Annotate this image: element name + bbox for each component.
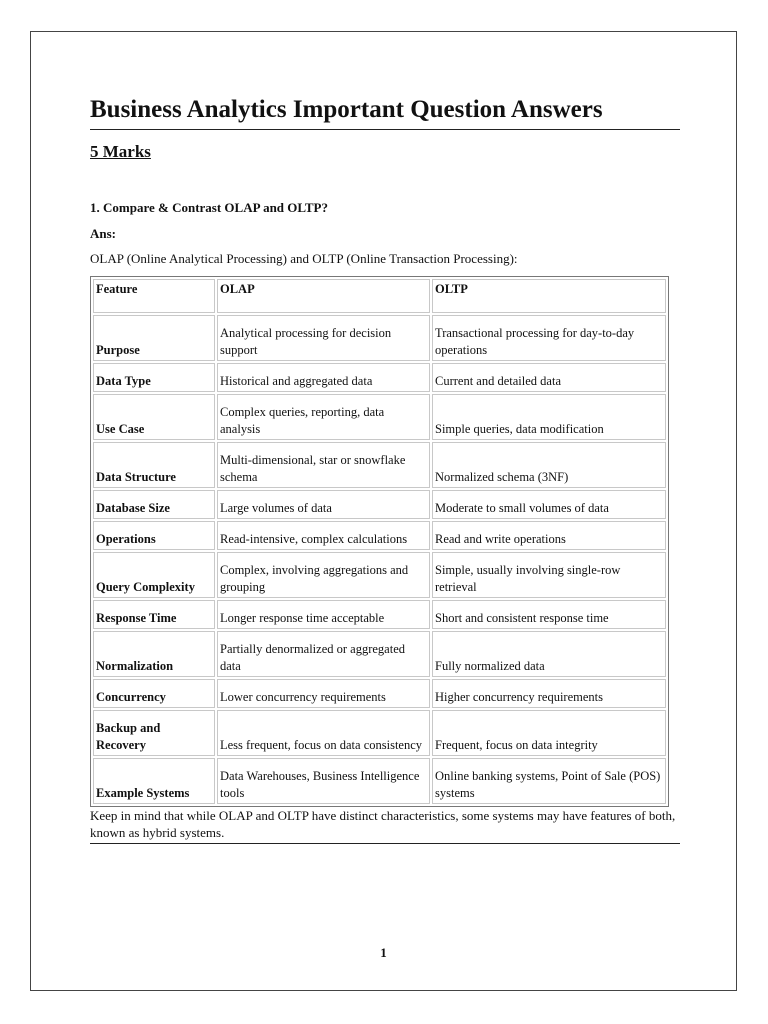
table-row: [93, 552, 666, 598]
cell-oltp: Online banking systems, Point of Sale (POS) systems: [432, 758, 666, 804]
table-row: [93, 315, 666, 361]
table-row: [93, 521, 666, 550]
cell-oltp: Short and consistent response time: [432, 600, 666, 629]
cell-feature: Purpose: [93, 315, 215, 361]
cell-olap: Longer response time acceptable: [217, 600, 430, 629]
table-row: [93, 363, 666, 392]
cell-feature: Example Systems: [93, 758, 215, 804]
page-number: 1: [380, 945, 387, 960]
table-row: [93, 710, 666, 756]
table-row: [93, 600, 666, 629]
cell-olap: Multi-dimensional, star or snowflake schema: [217, 442, 430, 488]
intro-text: OLAP (Online Analytical Processing) and OLTP (Online Transaction Processing):: [90, 251, 518, 266]
cell-feature: Data Type: [93, 363, 215, 392]
cell-oltp: Transactional processing for day-to-day operations: [432, 315, 666, 361]
header-feature: Feature: [93, 279, 215, 313]
cell-feature: Operations: [93, 521, 215, 550]
cell-oltp: Simple queries, data modification: [432, 394, 666, 440]
cell-olap: Partially denormalized or aggregated data: [217, 631, 430, 677]
table-body: [93, 315, 666, 804]
cell-oltp: Frequent, focus on data integrity: [432, 710, 666, 756]
cell-oltp: Fully normalized data: [432, 631, 666, 677]
header-oltp: OLTP: [432, 279, 666, 313]
cell-feature: Use Case: [93, 394, 215, 440]
cell-oltp: Moderate to small volumes of data: [432, 490, 666, 519]
cell-oltp: Higher concurrency requirements: [432, 679, 666, 708]
cell-feature: Query Complexity: [93, 552, 215, 598]
cell-olap: Read-intensive, complex calculations: [217, 521, 430, 550]
cell-feature: Data Structure: [93, 442, 215, 488]
cell-olap: Data Warehouses, Business Intelligence tools: [217, 758, 430, 804]
cell-olap: Large volumes of data: [217, 490, 430, 519]
closing-note: Keep in mind that while OLAP and OLTP have distinct characteristics, some systems may have features of both, known as hybrid systems.: [90, 807, 680, 844]
cell-olap: Historical and aggregated data: [217, 363, 430, 392]
cell-olap: Complex, involving aggregations and grouping: [217, 552, 430, 598]
cell-feature: Backup and Recovery: [93, 710, 215, 756]
cell-oltp: Read and write operations: [432, 521, 666, 550]
cell-olap: Complex queries, reporting, data analysis: [217, 394, 430, 440]
cell-olap: Less frequent, focus on data consistency: [217, 710, 430, 756]
table-row: [93, 394, 666, 440]
cell-oltp: Simple, usually involving single-row retrieval: [432, 552, 666, 598]
cell-feature: Concurrency: [93, 679, 215, 708]
table-row: [93, 631, 666, 677]
table-row: [93, 442, 666, 488]
table-row: [93, 679, 666, 708]
table-row: [93, 758, 666, 804]
cell-oltp: Current and detailed data: [432, 363, 666, 392]
answer-label: Ans:: [90, 226, 117, 241]
cell-olap: Lower concurrency requirements: [217, 679, 430, 708]
cell-feature: Database Size: [93, 490, 215, 519]
comparison-table: [90, 276, 669, 807]
cell-olap: Analytical processing for decision support: [217, 315, 430, 361]
page-content: [90, 95, 680, 844]
table-row: [93, 490, 666, 519]
header-olap: OLAP: [217, 279, 430, 313]
question-text: 1. Compare & Contrast OLAP and OLTP?: [90, 200, 328, 215]
document-title: Business Analytics Important Question Answers: [90, 95, 680, 130]
cell-oltp: Normalized schema (3NF): [432, 442, 666, 488]
document-page: [30, 31, 737, 991]
cell-feature: Normalization: [93, 631, 215, 677]
cell-feature: Response Time: [93, 600, 215, 629]
section-heading: 5 Marks: [90, 142, 151, 161]
table-header-row: [93, 279, 666, 313]
